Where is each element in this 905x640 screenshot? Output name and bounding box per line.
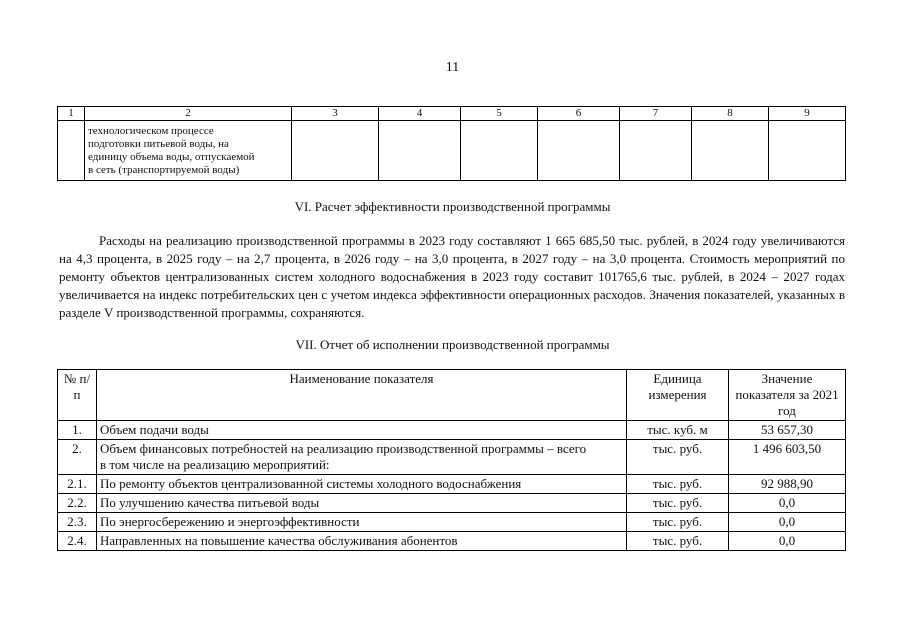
report-table: [57, 369, 846, 551]
row-number: 1.: [58, 421, 97, 440]
row-name-extra: в том числе на реализацию мероприятий:: [100, 457, 330, 472]
text-line: технологическом процессе: [88, 125, 214, 137]
row-value: 1 496 603,50: [729, 440, 846, 475]
col-header-9: 9: [769, 107, 846, 121]
row-value: 0,0: [729, 494, 846, 513]
col-header-1: 1: [58, 107, 85, 121]
row-value: 0,0: [729, 513, 846, 532]
col-header-8: 8: [692, 107, 769, 121]
section-7-title: VII. Отчет об исполнении производственной программы: [295, 337, 610, 352]
table-row: [58, 421, 846, 440]
row-unit: тыс. руб.: [627, 494, 729, 513]
col-header-4: 4: [379, 107, 461, 121]
table-row: [58, 513, 846, 532]
continuation-table: [57, 106, 846, 181]
table-row: [58, 475, 846, 494]
row-number: 2.1.: [58, 475, 97, 494]
continuation-table-header: [58, 107, 846, 121]
row-value: 0,0: [729, 532, 846, 551]
page-number: 11: [445, 60, 460, 75]
text-line: в сеть (транспортируемой воды): [88, 164, 240, 176]
row-value: 53 657,30: [729, 421, 846, 440]
row-name: Объем финансовых потребностей на реализацию производственной программы – всего: [100, 441, 587, 456]
row-name-cell: [97, 440, 627, 475]
table-row: [58, 494, 846, 513]
header-value: Значение показателя за 2021 год: [729, 370, 846, 421]
row-name: По ремонту объектов централизованной системы холодного водоснабжения: [97, 475, 627, 494]
row-value: 92 988,90: [729, 475, 846, 494]
row-name: По энергосбережению и энергоэффективности: [97, 513, 627, 532]
row-number: 2.: [58, 440, 97, 475]
col-header-7: 7: [620, 107, 692, 121]
table-row: [58, 440, 846, 475]
cell: [538, 121, 620, 181]
col-header-3: 3: [292, 107, 379, 121]
table-row: [58, 532, 846, 551]
row-name: По улучшению качества питьевой воды: [97, 494, 627, 513]
header-no: № п/п: [58, 370, 97, 421]
col-header-6: 6: [538, 107, 620, 121]
continuation-table-row: [58, 121, 846, 181]
row-unit: тыс. руб.: [627, 475, 729, 494]
cell: [292, 121, 379, 181]
header-name: Наименование показателя: [97, 370, 627, 421]
row-name: Направленных на повышение качества обслуживания абонентов: [97, 532, 627, 551]
row-number: 2.4.: [58, 532, 97, 551]
col-header-2: 2: [85, 107, 292, 121]
col-header-5: 5: [461, 107, 538, 121]
section-6-paragraph: Расходы на реализацию производственной программы в 2023 году составляют 1 665 685,50 тыс. рублей, в 2024 году увеличиваются на 4,3 процента, в 2025 году – на 2,7 процента, в 2026 году – на 3,0 процента, в 2027 году – на 3,0 процента. Стоимость мероприятий по ремонту объектов централизованных систем холодного водоснабжения в 2023 году составит 101765,6 тыс. рублей, в 2024 – 2027 годах увеличивается на индекс потребительских цен с учетом индекса эффективности операционных расходов. Значения показателей, указанных в разделе V производственной программы, сохраняются.: [59, 233, 845, 320]
cell: [692, 121, 769, 181]
header-unit: Единица измерения: [627, 370, 729, 421]
report-table-header: [58, 370, 846, 421]
cell: [379, 121, 461, 181]
row-unit: тыс. руб.: [627, 513, 729, 532]
cell: [461, 121, 538, 181]
indicator-description-cell: [85, 121, 292, 181]
text-line: единицу объема воды, отпускаемой: [88, 151, 255, 163]
row-unit: тыс. куб. м: [627, 421, 729, 440]
section-6-title: VI. Расчет эффективности производственной программы: [294, 199, 611, 214]
cell: [620, 121, 692, 181]
row-unit: тыс. руб.: [627, 440, 729, 475]
row-unit: тыс. руб.: [627, 532, 729, 551]
text-line: подготовки питьевой воды, на: [88, 138, 229, 150]
cell: [769, 121, 846, 181]
row-number: 2.2.: [58, 494, 97, 513]
row-name: Объем подачи воды: [97, 421, 627, 440]
cell: [58, 121, 85, 181]
row-number: 2.3.: [58, 513, 97, 532]
